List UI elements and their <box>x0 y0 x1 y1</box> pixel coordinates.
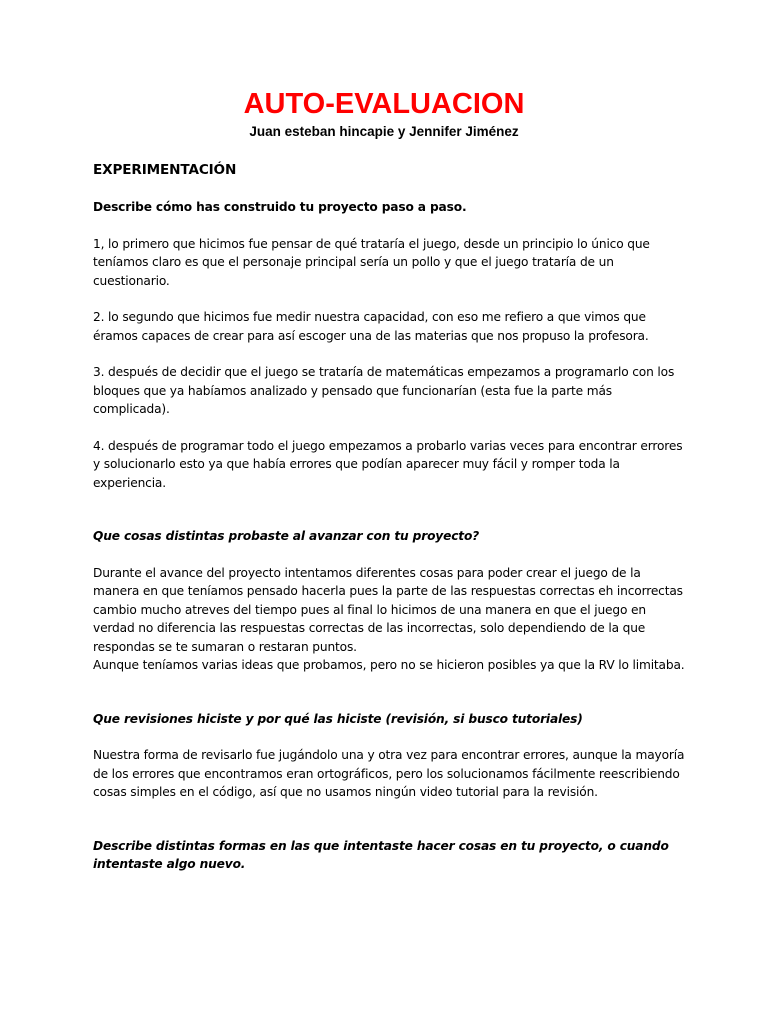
document-authors: Juan esteban hincapie y Jennifer Jiménez <box>249 124 519 139</box>
answer-things-tried: Durante el avance del proyecto intentamos diferentes cosas para poder crear el juego de la manera en que teníamos pensado hacerla pues la parte de las respuestas correctas eh incorrectas cambio mucho atreves del tiempo pues al final lo hicimos de una manera en que el juego en verdad no diferencia las respuestas correctas de las incorrectas, solo dependiendo de la que respondas se te sumaran o restaran puntos. <box>93 565 683 654</box>
answer-step-1: 1, lo primero que hicimos fue pensar de qué trataría el juego, desde un principio lo único que teníamos claro es que el personaje principal sería un pollo y que el juego trataría de un cuestionario. <box>93 236 650 288</box>
answer-step-3: 3. después de decidir que el juego se trataría de matemáticas empezamos a programarlo con los bloques que ya habíamos analizado y pensado que funcionarían (esta fue la parte más complicada). <box>93 365 675 416</box>
question-different-ways: Describe distintas formas en las que intentaste hacer cosas en tu proyecto, o cuando intentaste algo nuevo. <box>93 838 669 871</box>
document-title: AUTO-EVALUACION <box>243 88 525 120</box>
question-build-steps: Describe cómo has construido tu proyecto paso a paso. <box>93 200 467 214</box>
answer-things-tried-extra: Aunque teníamos varias ideas que probamos, pero no se hicieron posibles ya que la RV lo limitaba. <box>93 658 685 672</box>
answer-step-2: 2. lo segundo que hicimos fue medir nuestra capacidad, con eso me refiero a que vimos que éramos capaces de crear para así escoger una de las materias que nos propuso la profesora. <box>93 310 649 343</box>
answer-revisions: Nuestra forma de revisarlo fue jugándolo una y otra vez para encontrar errores, aunque la mayoría de los errores que encontramos eran ortográficos, pero los solucionamos fácilmente reescribiendo cosas simples en el código, así que no usamos ningún video tutorial para la revisión. <box>93 748 685 799</box>
question-things-tried: Que cosas distintas probaste al avanzar con tu proyecto? <box>93 529 480 543</box>
question-revisions: Que revisiones hiciste y por qué las hiciste (revisión, si busco tutoriales) <box>93 711 583 726</box>
document-body <box>93 160 685 874</box>
answer-step-4: 4. después de programar todo el juego empezamos a probarlo varias veces para encontrar errores y solucionarlo esto ya que había errores que podían aparecer muy fácil y romper toda la experiencia. <box>93 438 683 490</box>
section-heading: EXPERIMENTACIÓN <box>93 162 237 178</box>
